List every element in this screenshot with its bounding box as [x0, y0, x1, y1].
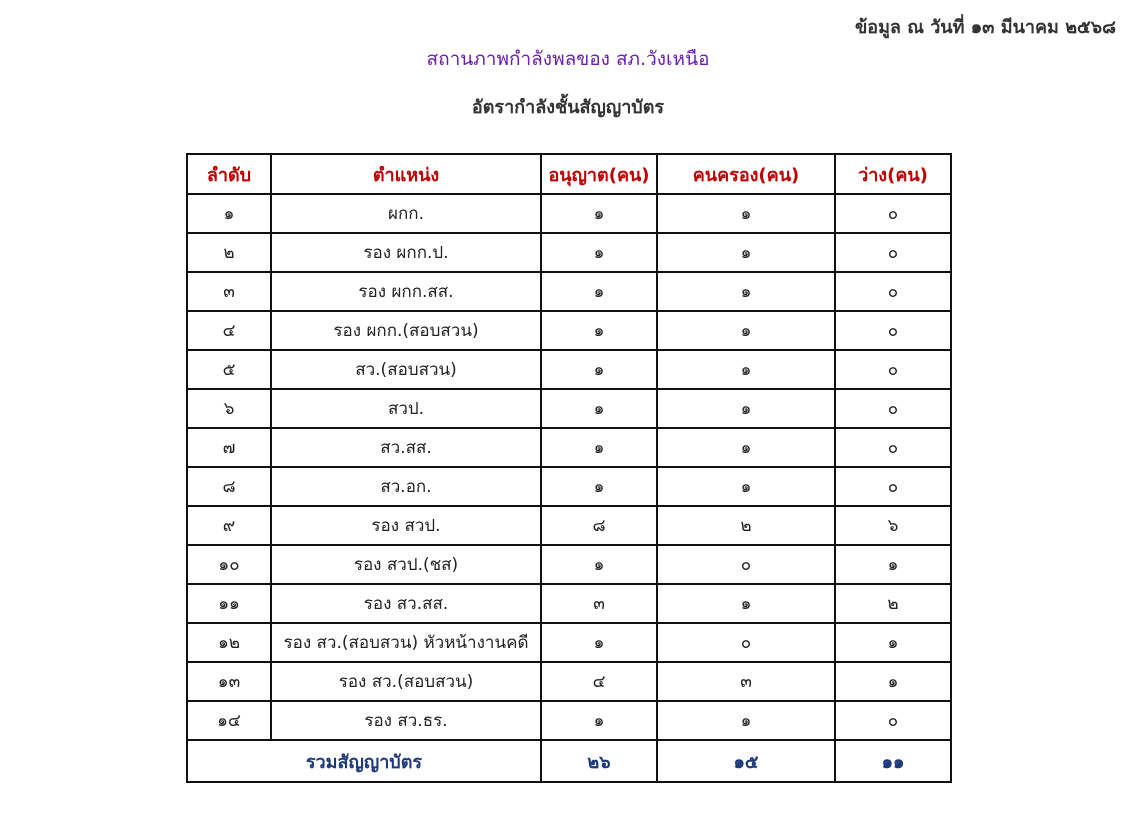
- cell-position: รอง สว.(สอบสวน) หัวหน้างานคดี: [271, 623, 541, 662]
- cell-occupied: ๑: [657, 428, 835, 467]
- cell-occupied: ๑: [657, 467, 835, 506]
- cell-allowed: ๑: [541, 701, 657, 740]
- cell-position: รอง สวป.(ชส): [271, 545, 541, 584]
- cell-allowed: ๑: [541, 272, 657, 311]
- cell-vacant: ๐: [835, 428, 951, 467]
- cell-position: ผกก.: [271, 194, 541, 233]
- cell-occupied: ๒: [657, 506, 835, 545]
- cell-position: รอง ผกก.สส.: [271, 272, 541, 311]
- cell-vacant: ๐: [835, 389, 951, 428]
- cell-vacant: ๐: [835, 233, 951, 272]
- header-row: [187, 154, 951, 194]
- cell-order: ๖: [187, 389, 271, 428]
- cell-vacant: ๐: [835, 194, 951, 233]
- table-header: [187, 154, 951, 194]
- cell-position: รอง สว.(สอบสวน): [271, 662, 541, 701]
- total-occupied: ๑๕: [657, 740, 835, 782]
- cell-vacant: ๐: [835, 350, 951, 389]
- table-row: [187, 545, 951, 584]
- table-row: [187, 584, 951, 623]
- cell-occupied: ๑: [657, 311, 835, 350]
- table-row: [187, 467, 951, 506]
- cell-allowed: ๑: [541, 311, 657, 350]
- cell-order: ๑๑: [187, 584, 271, 623]
- table-row: [187, 233, 951, 272]
- data-date: ข้อมูล ณ วันที่ ๑๓ มีนาคม ๒๕๖๘: [854, 17, 1116, 38]
- column-header-vacant: ว่าง(คน): [835, 154, 951, 194]
- cell-position: สว.สส.: [271, 428, 541, 467]
- cell-allowed: ๔: [541, 662, 657, 701]
- cell-position: สว.(สอบสวน): [271, 350, 541, 389]
- table-row: [187, 194, 951, 233]
- column-header-order: ลำดับ: [187, 154, 271, 194]
- cell-allowed: ๘: [541, 506, 657, 545]
- table-row: [187, 701, 951, 740]
- cell-occupied: ๐: [657, 545, 835, 584]
- cell-allowed: ๑: [541, 623, 657, 662]
- cell-order: ๑๐: [187, 545, 271, 584]
- table-body: [187, 194, 951, 782]
- table-row: [187, 662, 951, 701]
- cell-position: รอง ผกก.(สอบสวน): [271, 311, 541, 350]
- column-header-occupied: คนครอง(คน): [657, 154, 835, 194]
- cell-vacant: ๐: [835, 272, 951, 311]
- cell-order: ๔: [187, 311, 271, 350]
- table-row: [187, 428, 951, 467]
- cell-position: รอง สวป.: [271, 506, 541, 545]
- page-subtitle: อัตรากำลังชั้นสัญญาบัตร: [471, 97, 665, 118]
- page-title: สถานภาพกำลังพลของ สภ.วังเหนือ: [426, 48, 710, 70]
- cell-vacant: ๑: [835, 545, 951, 584]
- cell-allowed: ๑: [541, 428, 657, 467]
- cell-occupied: ๑: [657, 584, 835, 623]
- cell-position: รอง ผกก.ป.: [271, 233, 541, 272]
- cell-order: ๕: [187, 350, 271, 389]
- total-allowed: ๒๖: [541, 740, 657, 782]
- personnel-table: [186, 153, 952, 783]
- cell-allowed: ๑: [541, 545, 657, 584]
- cell-order: ๒: [187, 233, 271, 272]
- table-row: [187, 272, 951, 311]
- cell-order: ๓: [187, 272, 271, 311]
- cell-position: สวป.: [271, 389, 541, 428]
- cell-order: ๙: [187, 506, 271, 545]
- cell-vacant: ๐: [835, 467, 951, 506]
- total-row: [187, 740, 951, 782]
- cell-vacant: ๒: [835, 584, 951, 623]
- table-row: [187, 350, 951, 389]
- cell-vacant: ๑: [835, 623, 951, 662]
- table-row: [187, 506, 951, 545]
- cell-allowed: ๑: [541, 350, 657, 389]
- cell-allowed: ๑: [541, 194, 657, 233]
- cell-occupied: ๐: [657, 623, 835, 662]
- cell-allowed: ๑: [541, 389, 657, 428]
- cell-vacant: ๐: [835, 311, 951, 350]
- cell-allowed: ๓: [541, 584, 657, 623]
- column-header-position: ตำแหน่ง: [271, 154, 541, 194]
- cell-order: ๑๔: [187, 701, 271, 740]
- cell-occupied: ๑: [657, 701, 835, 740]
- cell-occupied: ๑: [657, 272, 835, 311]
- cell-vacant: ๐: [835, 701, 951, 740]
- cell-vacant: ๖: [835, 506, 951, 545]
- cell-order: ๑: [187, 194, 271, 233]
- cell-occupied: ๑: [657, 233, 835, 272]
- cell-order: ๑๒: [187, 623, 271, 662]
- cell-order: ๑๓: [187, 662, 271, 701]
- cell-allowed: ๑: [541, 467, 657, 506]
- total-vacant: ๑๑: [835, 740, 951, 782]
- cell-occupied: ๓: [657, 662, 835, 701]
- table-row: [187, 311, 951, 350]
- cell-occupied: ๑: [657, 350, 835, 389]
- cell-order: ๘: [187, 467, 271, 506]
- column-header-allowed: อนุญาต(คน): [541, 154, 657, 194]
- cell-position: รอง สว.สส.: [271, 584, 541, 623]
- table-row: [187, 389, 951, 428]
- cell-order: ๗: [187, 428, 271, 467]
- cell-vacant: ๑: [835, 662, 951, 701]
- cell-position: รอง สว.ธร.: [271, 701, 541, 740]
- total-label: รวมสัญญาบัตร: [187, 740, 541, 782]
- cell-occupied: ๑: [657, 194, 835, 233]
- cell-allowed: ๑: [541, 233, 657, 272]
- table-row: [187, 623, 951, 662]
- cell-occupied: ๑: [657, 389, 835, 428]
- cell-position: สว.อก.: [271, 467, 541, 506]
